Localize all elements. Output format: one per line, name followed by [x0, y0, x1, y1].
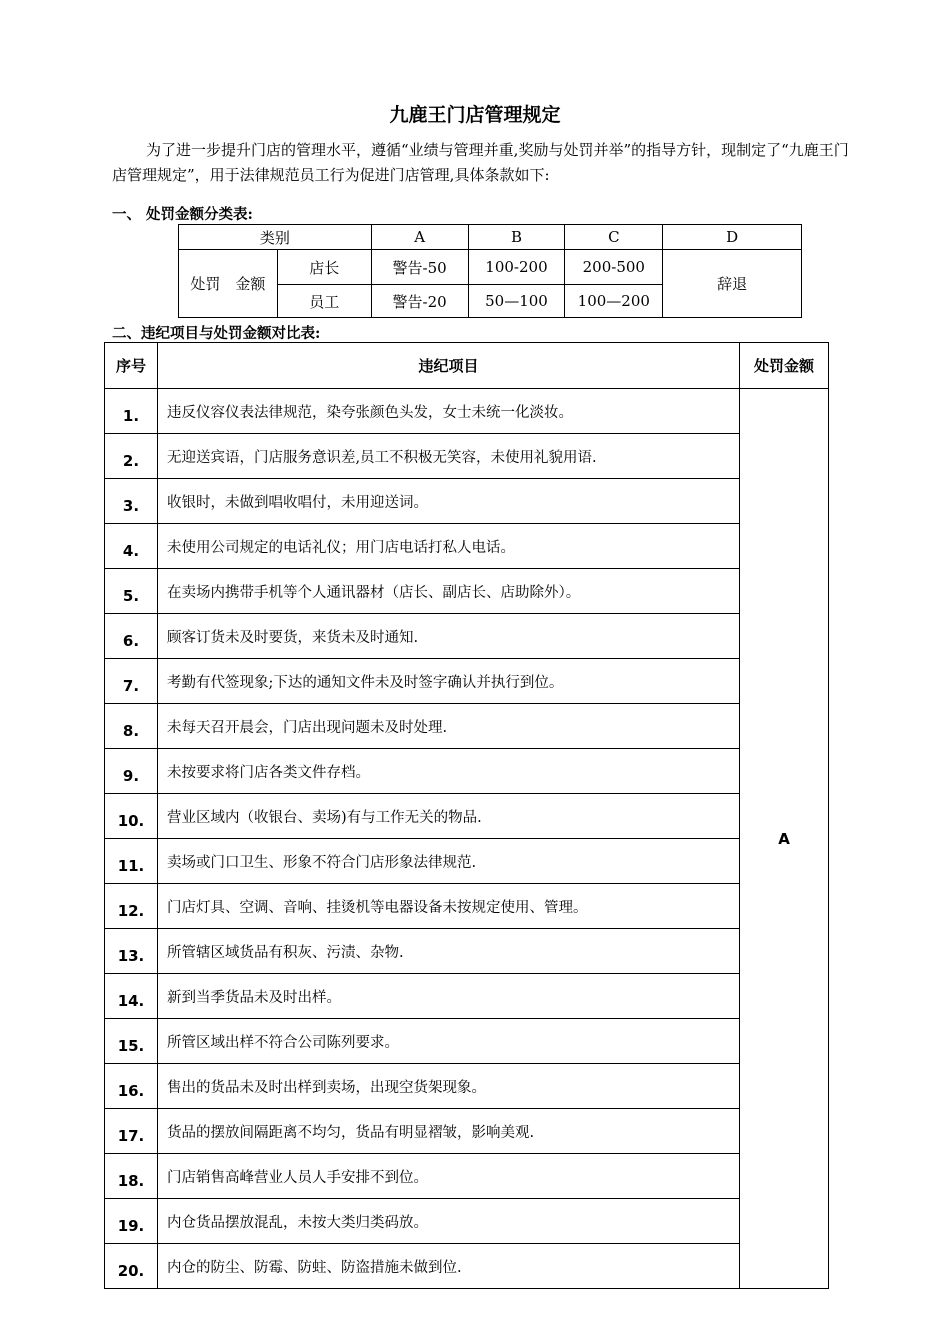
row-number: 4. — [105, 524, 158, 569]
header-category: 类别 — [179, 225, 372, 250]
fine-value: 警告-50 — [371, 250, 468, 285]
violation-item: 所管辖区域货品有积灰、污渍、杂物. — [157, 929, 739, 974]
header-a: A — [371, 225, 468, 250]
violation-table-header — [105, 343, 829, 389]
fine-table-header — [179, 225, 802, 250]
violation-item: 门店销售高峰营业人员人手安排不到位。 — [157, 1154, 739, 1199]
violation-item: 未按要求将门店各类文件存档。 — [157, 749, 739, 794]
violation-item: 内仓的防尘、防霉、防蛀、防盗措施未做到位. — [157, 1244, 739, 1289]
table-row — [105, 389, 829, 434]
violation-item: 货品的摆放间隔距离不均匀，货品有明显褶皱，影响美观. — [157, 1109, 739, 1154]
row-number: 20. — [105, 1244, 158, 1289]
table-row — [105, 524, 829, 569]
table-row — [105, 659, 829, 704]
fine-value-dismissal: 辞退 — [663, 250, 802, 318]
table-row — [105, 704, 829, 749]
violation-item: 在卖场内携带手机等个人通讯器材（店长、副店长、店助除外）。 — [157, 569, 739, 614]
table-row — [105, 1064, 829, 1109]
violation-item: 所管区域出样不符合公司陈列要求。 — [157, 1019, 739, 1064]
row-number: 17. — [105, 1109, 158, 1154]
violation-item: 门店灯具、空调、音响、挂烫机等电器设备未按规定使用、管理。 — [157, 884, 739, 929]
fine-category-table — [178, 224, 802, 318]
table-row — [105, 479, 829, 524]
table-row — [105, 614, 829, 659]
row-number: 10. — [105, 794, 158, 839]
violation-item: 新到当季货品未及时出样。 — [157, 974, 739, 1019]
violation-item: 未使用公司规定的电话礼仪；用门店电话打私人电话。 — [157, 524, 739, 569]
table-row — [105, 1154, 829, 1199]
violation-item: 售出的货品未及时出样到卖场，出现空货架现象。 — [157, 1064, 739, 1109]
violation-item: 无迎送宾语，门店服务意识差,员工不积极无笑容，未使用礼貌用语. — [157, 434, 739, 479]
fine-value: 100-200 — [468, 250, 565, 285]
row-number: 15. — [105, 1019, 158, 1064]
row-number: 7. — [105, 659, 158, 704]
role-label: 店长 — [277, 250, 371, 285]
table-row — [105, 929, 829, 974]
table-row — [105, 974, 829, 1019]
table-row — [105, 839, 829, 884]
header-b: B — [468, 225, 565, 250]
table-row — [105, 1199, 829, 1244]
row-number: 8. — [105, 704, 158, 749]
row-number: 6. — [105, 614, 158, 659]
table-row — [105, 1109, 829, 1154]
row-number: 13. — [105, 929, 158, 974]
row-number: 2. — [105, 434, 158, 479]
row-number: 3. — [105, 479, 158, 524]
violation-item: 顾客订货未及时要货，来货未及时通知. — [157, 614, 739, 659]
fine-amount: A — [740, 389, 829, 1289]
row-number: 16. — [105, 1064, 158, 1109]
row-number: 12. — [105, 884, 158, 929]
col-no: 序号 — [105, 343, 158, 389]
violation-item: 内仓货品摆放混乱，未按大类归类码放。 — [157, 1199, 739, 1244]
row-number: 9. — [105, 749, 158, 794]
violation-item: 考勤有代签现象;下达的通知文件未及时签字确认并执行到位。 — [157, 659, 739, 704]
header-d: D — [663, 225, 802, 250]
violation-item: 卖场或门口卫生、形象不符合门店形象法律规范. — [157, 839, 739, 884]
intro-paragraph: 为了进一步提升门店的管理水平，遵循“业绩与管理并重,奖励与处罚并举”的指导方针，现制定了“九鹿王门店管理规定”，用于法律规范员工行为促进门店管理,具体条款如下: — [112, 141, 849, 184]
row-number: 1. — [105, 389, 158, 434]
page-title: 九鹿王门店管理规定 — [389, 104, 561, 126]
row-number: 19. — [105, 1199, 158, 1244]
row-number: 14. — [105, 974, 158, 1019]
row-number: 18. — [105, 1154, 158, 1199]
col-item: 违纪项目 — [157, 343, 739, 389]
table-row — [105, 794, 829, 839]
fine-row-manager — [179, 250, 802, 285]
table-row — [105, 434, 829, 479]
role-label: 员工 — [277, 285, 371, 318]
violation-item: 收银时，未做到唱收唱付，未用迎送词。 — [157, 479, 739, 524]
fine-value: 200-500 — [565, 250, 663, 285]
table-row — [105, 884, 829, 929]
fine-group-label: 处罚 金额 — [179, 250, 278, 318]
fine-value: 100—200 — [565, 285, 663, 318]
row-number: 5. — [105, 569, 158, 614]
fine-value: 警告-20 — [371, 285, 468, 318]
violation-table — [104, 342, 829, 1289]
violation-item: 违反仪容仪表法律规范，染夸张颜色头发，女士未统一化淡妆。 — [157, 389, 739, 434]
col-amount: 处罚金额 — [740, 343, 829, 389]
table-row — [105, 569, 829, 614]
header-c: C — [565, 225, 663, 250]
table-row — [105, 749, 829, 794]
table-row — [105, 1244, 829, 1289]
section1-heading: 一、 处罚金额分类表: — [112, 206, 253, 223]
table-row — [105, 1019, 829, 1064]
section2-heading: 二、违纪项目与处罚金额对比表: — [112, 325, 321, 342]
violation-item: 未每天召开晨会，门店出现问题未及时处理. — [157, 704, 739, 749]
violation-item: 营业区域内（收银台、卖场)有与工作无关的物品. — [157, 794, 739, 839]
fine-value: 50—100 — [468, 285, 565, 318]
row-number: 11. — [105, 839, 158, 884]
